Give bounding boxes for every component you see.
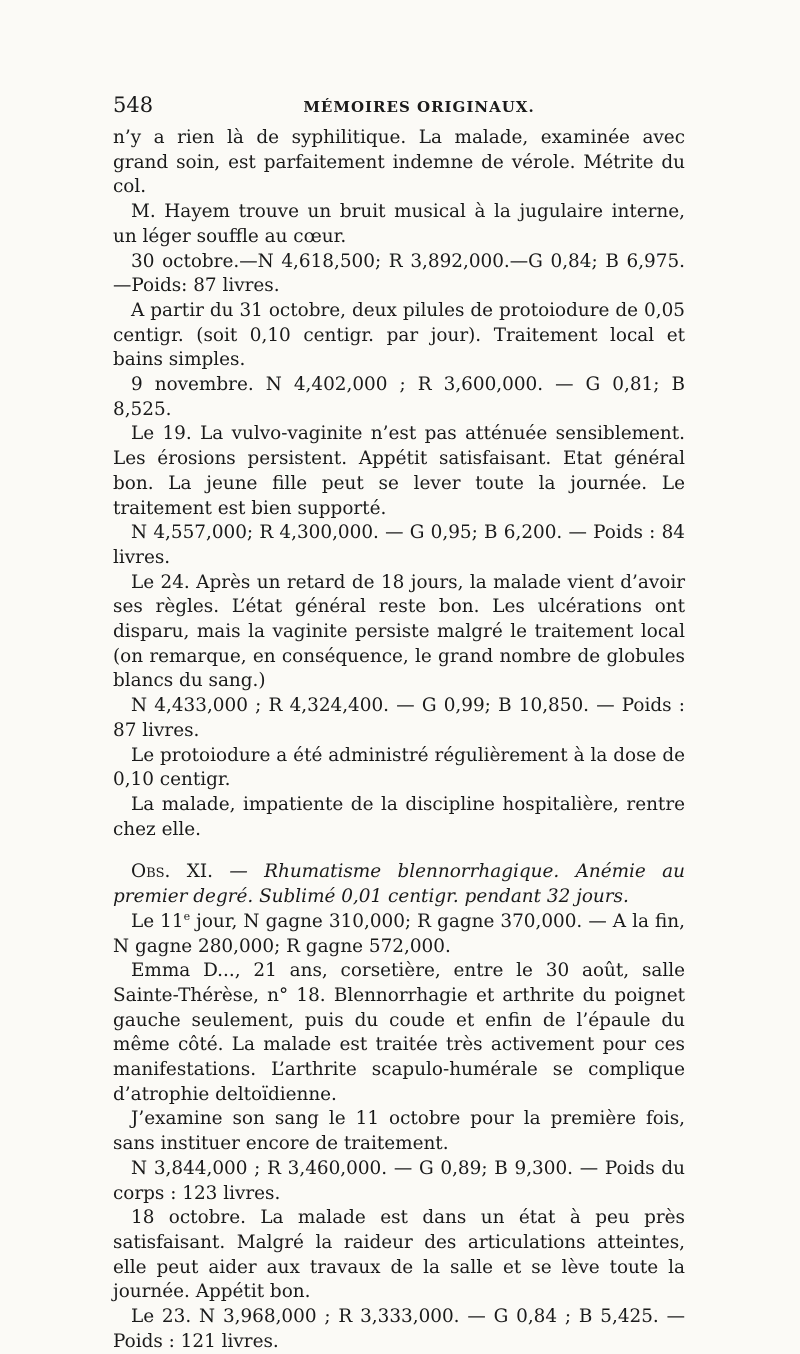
paragraph: 30 octobre.—N 4,618,500; R 3,892,000.—G 0,84; B 6,975.—Poids: 87 livres. bbox=[113, 250, 685, 297]
observation-label: Obs. XI. bbox=[131, 861, 213, 883]
paragraph: Le 23. N 3,968,000 ; R 3,333,000. — G 0,84 ; B 5,425. — Poids : 121 livres. bbox=[113, 1306, 685, 1352]
paragraph bbox=[113, 910, 685, 959]
observation-title: — Rhumatisme blennorrhagique. Anémie au premier degré. Sublimé 0,01 centigr. pendant 32 jours. bbox=[113, 861, 685, 908]
ordinal-superscript: e bbox=[183, 909, 191, 923]
paragraph: Le protoiodure a été administré régulièrement à la dose de 0,10 centigr. bbox=[113, 744, 685, 791]
paragraph: A partir du 31 octobre, deux pilules de protoiodure de 0,05 centigr. (soit 0,10 centigr. par jour). Traitement local et bains simples. bbox=[113, 299, 685, 371]
paragraph: Le 19. La vulvo-vaginite n’est pas atténuée sensiblement. Les érosions persistent. Appétit satisfaisant. Etat général bon. La jeune fille peut se lever toute la journée. Le traitement est bien supporté. bbox=[113, 423, 685, 519]
paragraph: 9 novembre. N 4,402,000 ; R 3,600,000. — G 0,81; B 8,525. bbox=[113, 374, 685, 420]
page-header bbox=[113, 92, 685, 120]
body-text bbox=[113, 126, 685, 1354]
paragraph: 18 octobre. La malade est dans un état à peu près satisfaisant. Malgré la raideur des articulations atteintes, elle peut aider aux travaux de la salle et se lève toute la journée. Appétit bon. bbox=[113, 1207, 685, 1303]
paragraph: J’examine son sang le 11 octobre pour la première fois, sans instituer encore de traitement. bbox=[113, 1108, 685, 1155]
observation-heading bbox=[113, 860, 685, 909]
page-number: 548 bbox=[113, 93, 154, 117]
running-title: MÉMOIRES ORIGINAUX. bbox=[303, 98, 535, 116]
paragraph: N 4,557,000; R 4,300,000. — G 0,95; B 6,200. — Poids : 84 livres. bbox=[113, 522, 685, 568]
paragraph: La malade, impatiente de la discipline hospitalière, rentre chez elle. bbox=[113, 793, 685, 840]
paragraph: Le 24. Après un retard de 18 jours, la malade vient d’avoir ses règles. L’état général reste bon. Les ulcérations ont disparu, mais la vaginite persiste malgré le traitement local (on remarque, en conséquence, le grand nombre de globules blancs du sang.) bbox=[113, 571, 685, 692]
paragraph: N 3,844,000 ; R 3,460,000. — G 0,89; B 9,300. — Poids du corps : 123 livres. bbox=[113, 1157, 685, 1204]
obs-p1-start: Le 11 bbox=[131, 910, 184, 932]
paragraph: M. Hayem trouve un bruit musical à la jugulaire interne, un léger souffle au cœur. bbox=[113, 201, 685, 247]
paragraph: N 4,433,000 ; R 4,324,400. — G 0,99; B 10,850. — Poids : 87 livres. bbox=[113, 695, 685, 741]
paragraph: n’y a rien là de syphilitique. La malade, examinée avec grand soin, est parfaitement indemne de vérole. Métrite du col. bbox=[113, 127, 685, 198]
paragraph: Emma D..., 21 ans, corsetière, entre le 30 août, salle Sainte-Thérèse, n° 18. Blennorrhagie et arthrite du poignet gauche seulement, puis du coude et enfin de l’épaule du même côté. La malade est traitée très activement pour ces manifestations. L’arthrite scapulo-humérale se complique d’atrophie deltoïdienne. bbox=[113, 960, 685, 1105]
obs-p1-rest: jour, N gagne 310,000; R gagne 370,000. — A la fin, N gagne 280,000; R gagne 572,000. bbox=[113, 910, 685, 957]
